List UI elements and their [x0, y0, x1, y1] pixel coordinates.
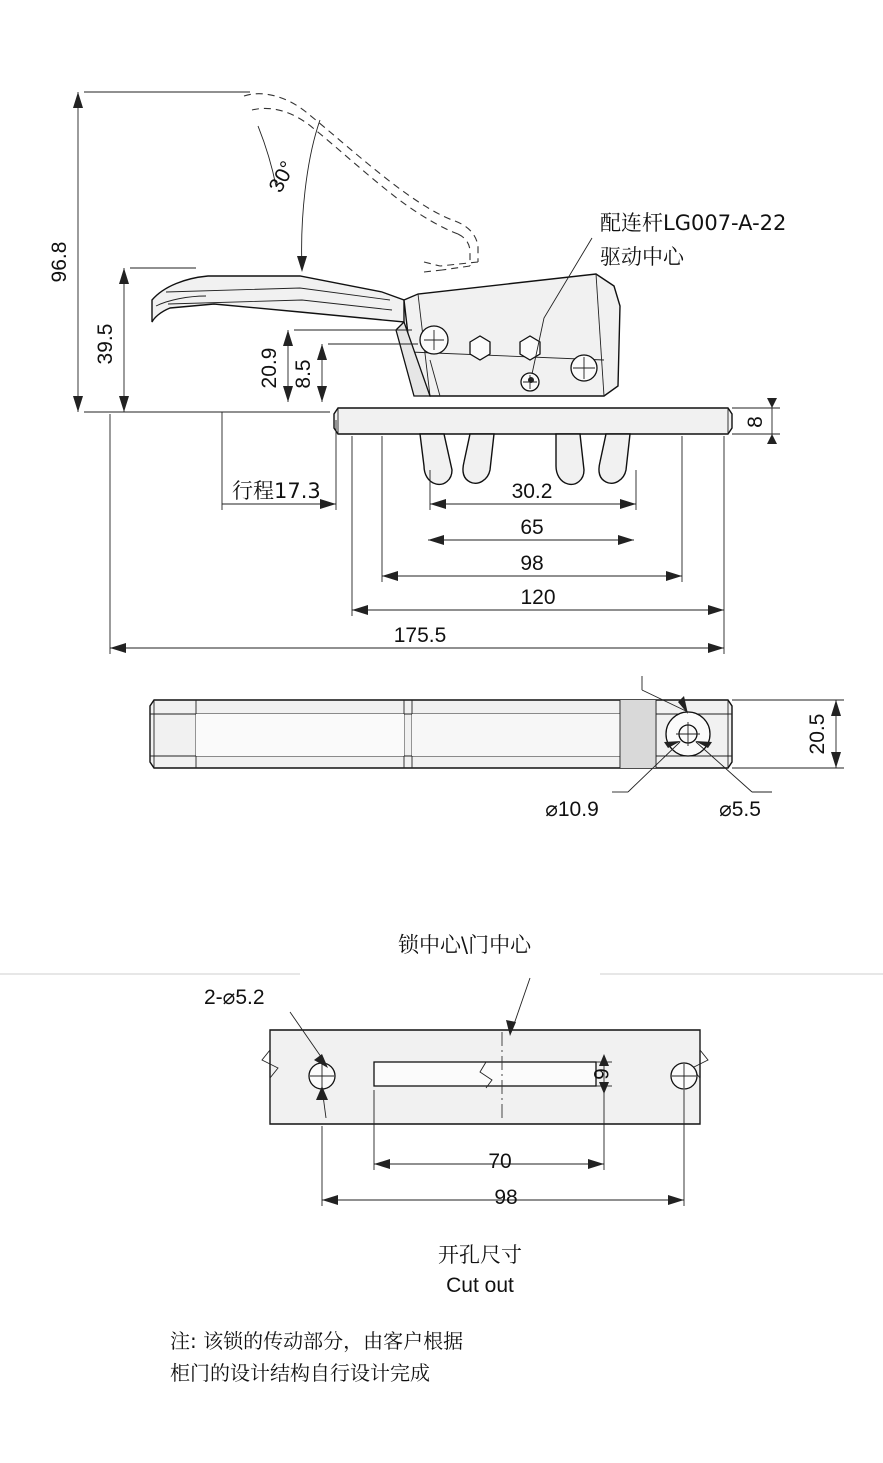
- dim-stroke-17-3: 行程17.3: [232, 479, 321, 503]
- dim-cut-98: 98: [494, 1186, 518, 1209]
- label-lock-center: 锁中心\门中心: [398, 933, 532, 957]
- dim-slot-6: 6: [589, 1068, 612, 1080]
- leader-lock-center: [506, 978, 530, 1036]
- dim-70: 70: [488, 1150, 512, 1173]
- dim-8: 8: [744, 416, 767, 428]
- lock-body-side: [396, 274, 620, 396]
- front-elevation-view: [150, 676, 844, 821]
- notes-block: [170, 1329, 463, 1385]
- dim-175-5: 175.5: [393, 624, 447, 647]
- label-link-rod: 配连杆LG007-A-22: [600, 211, 787, 235]
- dim-dia-10-9: ⌀10.9: [545, 798, 599, 821]
- dim-96-8: 96.8: [48, 241, 71, 283]
- dim-30-2: 30.2: [511, 480, 553, 503]
- dim-120: 120: [520, 586, 556, 609]
- dim-dia-5-5: ⌀5.5: [719, 798, 761, 821]
- dim-8-5: 8.5: [292, 359, 315, 389]
- dim-angle-30: 30°: [264, 157, 300, 197]
- clamp-arms: [420, 434, 630, 484]
- caption-cutout-cn: 开孔尺寸: [438, 1243, 522, 1267]
- note-line-1: 注: 该锁的传动部分，由客户根据: [170, 1329, 464, 1353]
- dim-98: 98: [520, 552, 544, 575]
- side-elevation-view: [48, 92, 786, 654]
- dim-39-5: 39.5: [94, 323, 117, 365]
- cut-out-view: [204, 933, 708, 1297]
- dim-65: 65: [520, 516, 544, 539]
- dim-20-5: 20.5: [806, 713, 829, 755]
- note-line-2: 柜门的设计结构自行设计完成: [170, 1361, 430, 1385]
- door-panel-side: [334, 408, 732, 434]
- handle-closed: [152, 276, 404, 322]
- dim-20-9: 20.9: [258, 347, 281, 389]
- caption-cutout-en: Cut out: [446, 1274, 514, 1297]
- angle-indicator-30: [258, 120, 320, 272]
- dim-2-dia-5-2: 2-⌀5.2: [204, 986, 265, 1009]
- label-drive-center: 驱动中心: [600, 245, 684, 269]
